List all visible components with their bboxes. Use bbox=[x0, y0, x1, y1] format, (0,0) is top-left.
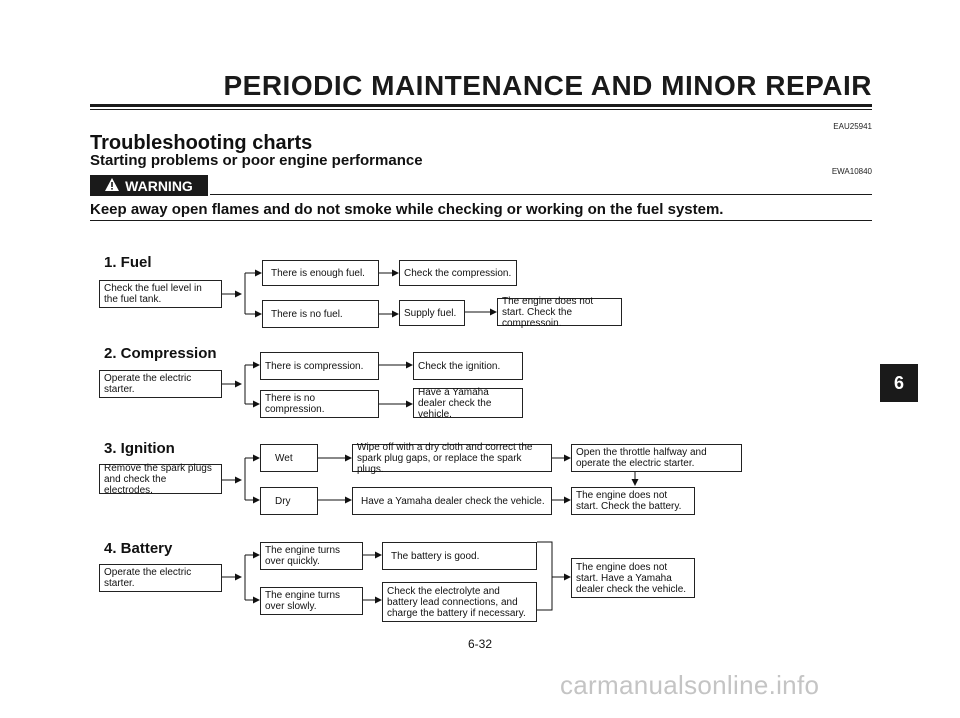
compression-start-box: Operate the electric starter. bbox=[99, 370, 222, 398]
fuel-start-box: Check the fuel level in the fuel tank. bbox=[99, 280, 222, 308]
battery-quick-box: The engine turns over quickly. bbox=[260, 542, 363, 570]
fuel-heading: 1. Fuel bbox=[104, 254, 152, 271]
ignition-dealer-box: Have a Yamaha dealer check the vehicle. bbox=[352, 487, 552, 515]
battery-slow-box: The engine turns over slowly. bbox=[260, 587, 363, 615]
fuel-supply-box: Supply fuel. bbox=[399, 300, 465, 326]
ignition-start-box: Remove the spark plugs and check the electrodes. bbox=[99, 464, 222, 494]
compression-yes-box: There is compression. bbox=[260, 352, 379, 380]
compression-dealer-box: Have a Yamaha dealer check the vehicle. bbox=[413, 388, 523, 418]
page-header-title: PERIODIC MAINTENANCE AND MINOR REPAIR bbox=[223, 70, 872, 101]
compression-check-ignition-box: Check the ignition. bbox=[413, 352, 523, 380]
ignition-not-start-box: The engine does not start. Check the battery. bbox=[571, 487, 695, 515]
fuel-not-start-box: The engine does not start. Check the compressoin. bbox=[497, 298, 622, 326]
battery-check-box: Check the electrolyte and battery lead connections, and charge the battery if necessary. bbox=[382, 582, 537, 622]
battery-good-box: The battery is good. bbox=[382, 542, 537, 570]
ignition-dry-box: Dry bbox=[260, 487, 318, 515]
battery-heading: 4. Battery bbox=[104, 540, 173, 557]
warning-text: Keep away open flames and do not smoke while checking or working on the fuel system. bbox=[90, 201, 724, 218]
compression-no-box: There is no compression. bbox=[260, 390, 379, 418]
warning-code: EWA10840 bbox=[831, 167, 872, 176]
ignition-heading: 3. Ignition bbox=[104, 440, 175, 457]
ignition-wipe-box: Wipe off with a dry cloth and correct the spark plug gaps, or replace the spark plugs. bbox=[352, 444, 552, 472]
subsection-title: Starting problems or poor engine performance bbox=[90, 152, 423, 169]
watermark: carmanualsonline.info bbox=[560, 670, 820, 700]
page-number: 6-32 bbox=[467, 637, 493, 651]
chapter-tab: 6 bbox=[880, 364, 918, 402]
section-code: EAU25941 bbox=[833, 122, 872, 131]
section-title: Troubleshooting charts bbox=[90, 132, 313, 154]
warning-badge-label: WARNING bbox=[125, 177, 193, 194]
fuel-check-compression-box: Check the compression. bbox=[399, 260, 517, 286]
fuel-enough-box: There is enough fuel. bbox=[262, 260, 379, 286]
fuel-no-fuel-box: There is no fuel. bbox=[262, 300, 379, 328]
ignition-wet-box: Wet bbox=[260, 444, 318, 472]
compression-heading: 2. Compression bbox=[104, 345, 217, 362]
ignition-throttle-box: Open the throttle halfway and operate the electric starter. bbox=[571, 444, 742, 472]
battery-start-box: Operate the electric starter. bbox=[99, 564, 222, 592]
battery-not-start-box: The engine does not start. Have a Yamaha dealer check the vehicle. bbox=[571, 558, 695, 598]
